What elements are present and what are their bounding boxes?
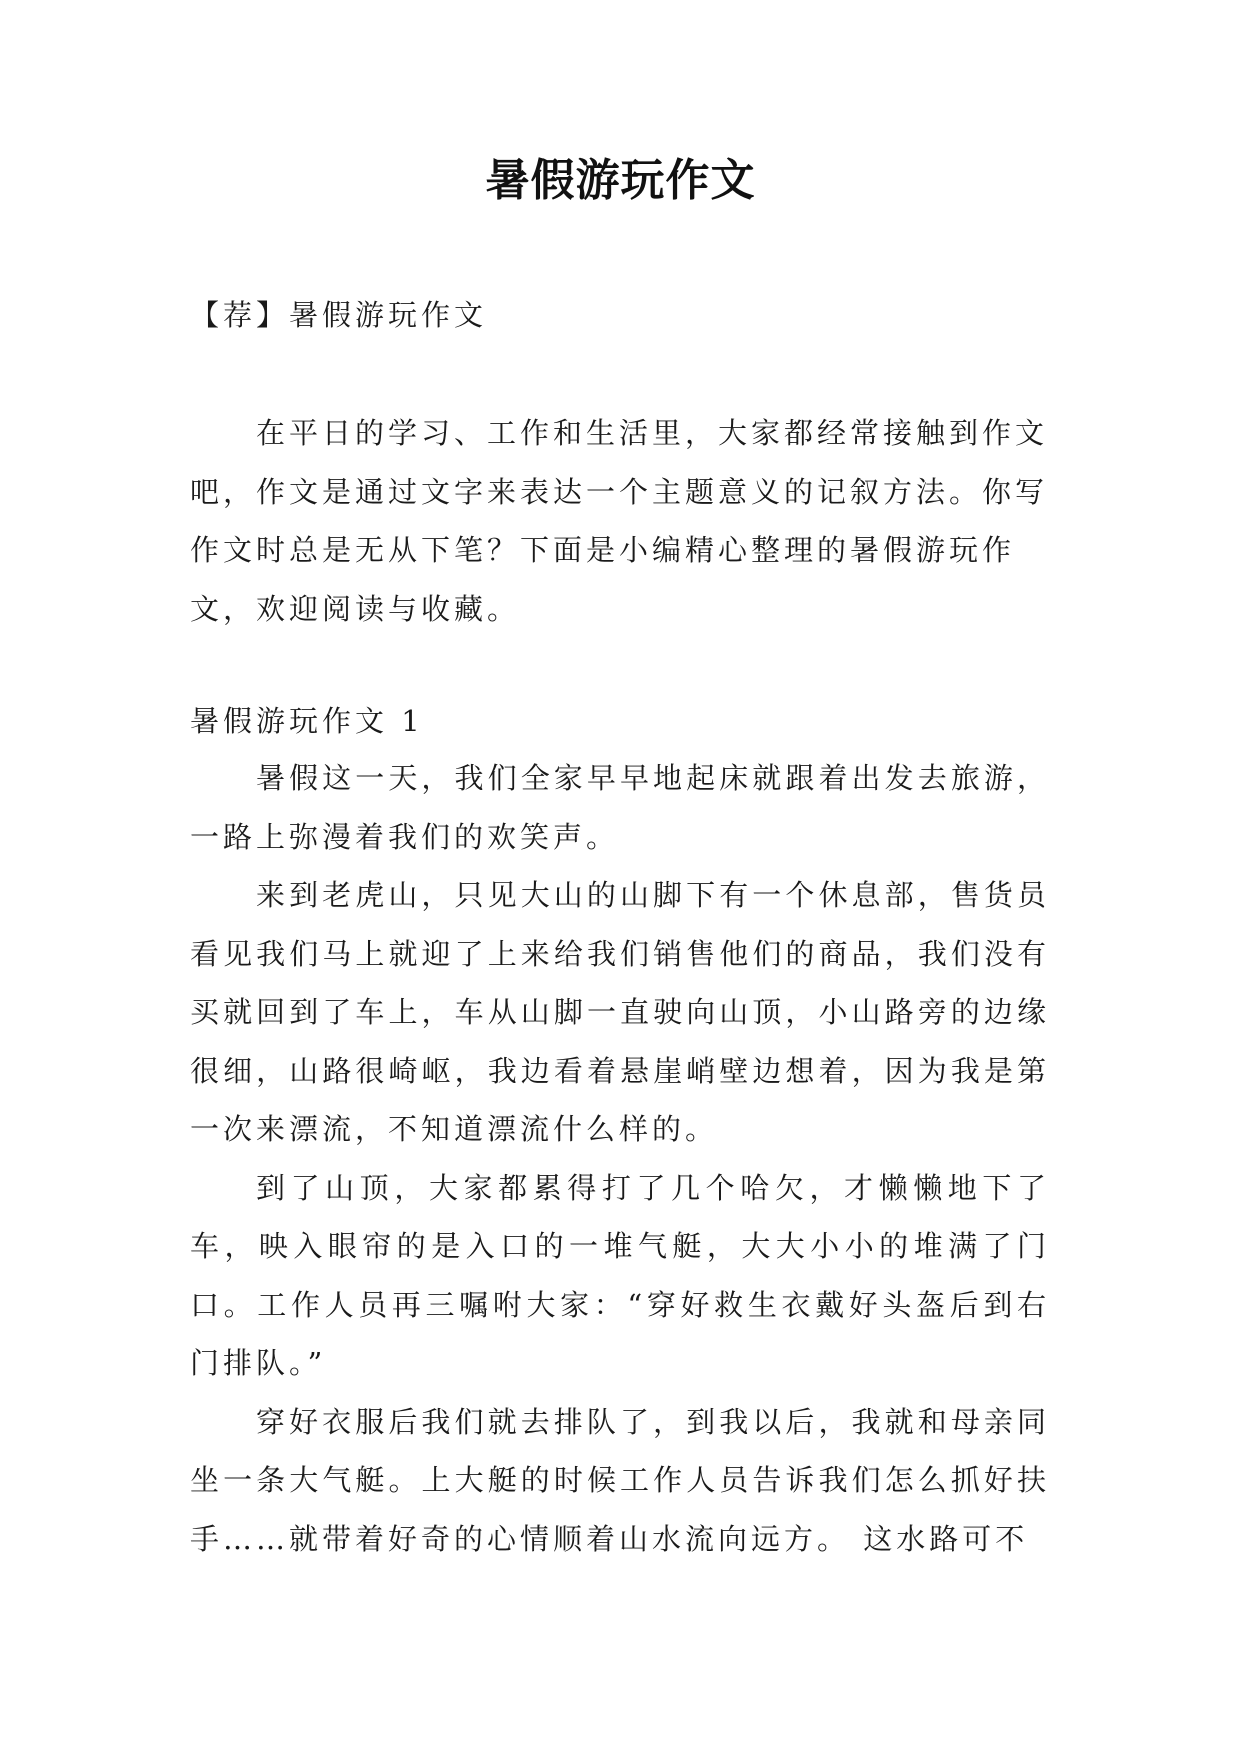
article-paragraph: 到了山顶，大家都累得打了几个哈欠，才懒懒地下了车，映入眼帘的是入口的一堆气艇，大大小小的堆满了门口。工作人员再三嘱咐大家：“穿好救生衣戴好头盔后到右门排队。” bbox=[190, 1170, 1050, 1380]
recommend-line: 【荐】暑假游玩作文 bbox=[190, 298, 488, 332]
section-heading: 暑假游玩作文 1 bbox=[190, 704, 424, 738]
document-title: 暑假游玩作文 bbox=[485, 155, 756, 206]
intro-paragraph: 在平日的学习、工作和生活里，大家都经常接触到作文吧，作文是通过文字来表达一个主题意义的记叙方法。你写作文时总是无从下笔？下面是小编精心整理的暑假游玩作文，欢迎阅读与收藏。 bbox=[190, 416, 1049, 626]
article-paragraph: 来到老虎山，只见大山的山脚下有一个休息部，售货员看见我们马上就迎了上来给我们销售他们的商品，我们没有买就回到了车上，车从山脚一直驶向山顶，小山路旁的边缘很细，山路很崎岖，我边看着悬崖峭壁边想着，因为我是第一次来漂流，不知道漂流什么样的。 bbox=[190, 878, 1050, 1146]
article-paragraph: 穿好衣服后我们就去排队了，到我以后，我就和母亲同坐一条大气艇。上大艇的时候工作人员告诉我们怎么抓好扶手……就带着好奇的心情顺着山水流向远方。 这水路可不 bbox=[190, 1404, 1050, 1556]
article-body bbox=[190, 749, 1050, 1568]
article-paragraph: 暑假这一天，我们全家早早地起床就跟着出发去旅游，一路上弥漫着我们的欢笑声。 bbox=[190, 761, 1050, 854]
